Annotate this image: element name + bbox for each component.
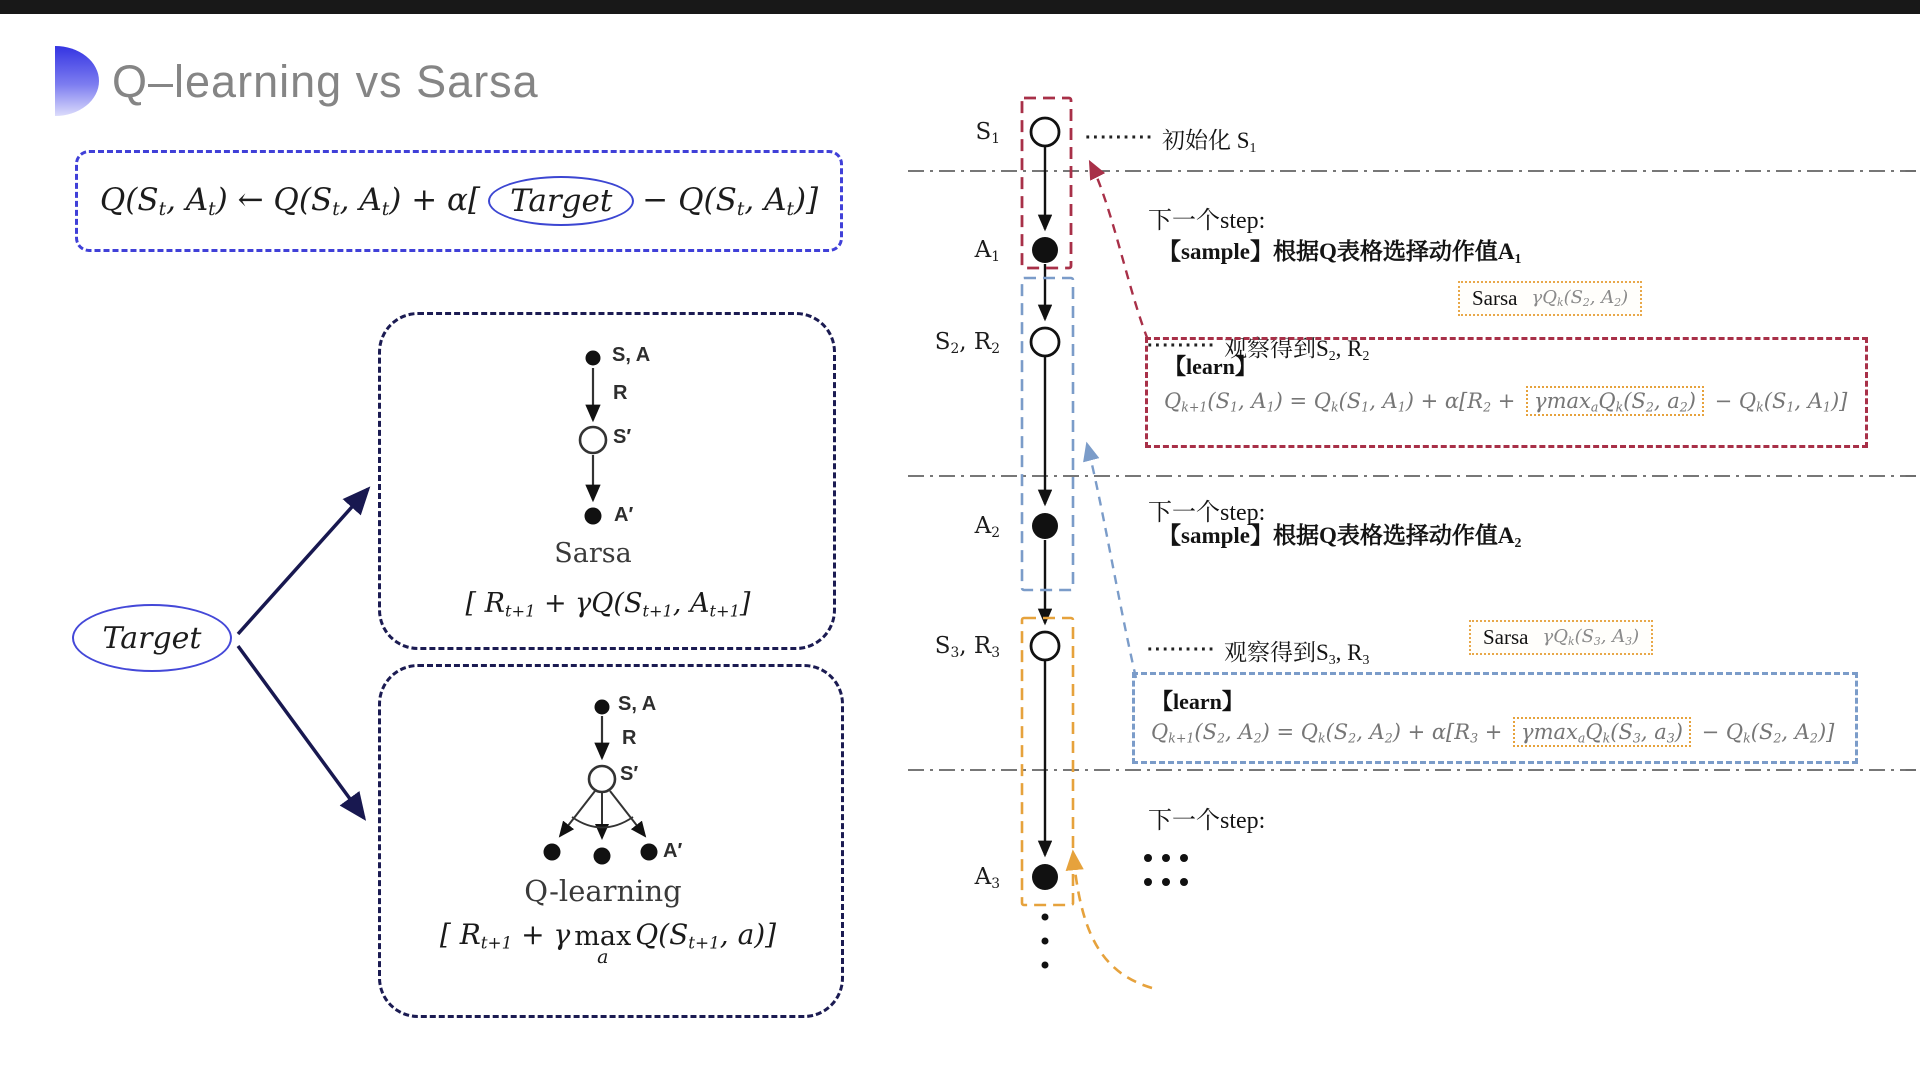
label-a1: $A_1$ [974, 237, 1000, 265]
label-a3: $A_3$ [974, 864, 1000, 892]
sarsa-alternative-badge-1: Sarsa $\gamma Q_k(S_2$, $A_2$) [1458, 281, 1642, 316]
update-rule-formula-box [75, 150, 843, 252]
observe2-annotation: ········· 观察得到$S_2$, $R_2$ [1147, 335, 1370, 363]
learn2-qlearning-target-highlight: $\gamma\max_aQ_k(S_3$, $a_3$) [1513, 717, 1691, 747]
action-node-a2 [1032, 513, 1058, 539]
sarsa-aprime-label: A′ [614, 504, 634, 526]
sarsa-alternative-badge-2: Sarsa $\gamma Q_k(S_3$, $A_3$) [1469, 620, 1653, 655]
learn1-formula: $Q_{k+1}(S_1$, $A_1) = Q_k(S_1$, $A_1) + \alpha[R_2 + \gamma\max_aQ_k(S_2$, $a_2) - Q_k(S_1$, $A_1$)] [1164, 389, 1849, 415]
qlearning-target-formula: [ $R_{t+1} + \gamma$ max a $Q(S_{t+1}$, a)] [439, 918, 777, 968]
action-node-a1 [1032, 237, 1058, 263]
learn2-connector-arrow [1087, 444, 1136, 678]
step3-title: 下一个step: [1148, 808, 1266, 834]
sarsa-target-formula: [ $R_{t+1} + \gamma Q(S_{t+1}$, $A_{t+1}$] [465, 588, 751, 621]
update-rule-right: − $Q(S_t$, $A_t$)] [642, 181, 819, 221]
step2-sample: 【sample】根据Q表格选择动作值$A_2$ [1158, 523, 1522, 550]
learn2-formula: $Q_{k+1}(S_2$, $A_2) = Q_k(S_2$, $A_2) + \alpha[R_3 + \gamma\max_aQ_k(S_3$, $a_3) - Q_k(S_2$, $A_2$)] [1151, 720, 1839, 746]
target-node: Target [72, 604, 232, 672]
state-node-s2 [1031, 328, 1059, 356]
state-node-s1 [1031, 118, 1059, 146]
step1-sample: 【sample】根据Q表格选择动作值$A_1$ [1158, 239, 1522, 266]
update-rule-left: $Q(S_t$, $A_t$) ← $Q(S_t$, $A_t) + \alpha$[ [99, 181, 481, 221]
ellipsis-grid [1144, 854, 1188, 886]
learn1-box [1145, 337, 1868, 448]
page-title: Q–learning vs Sarsa [112, 56, 539, 107]
qlearning-r-label: R [622, 727, 637, 749]
label-a2: $A_2$ [974, 513, 1000, 541]
step2-blue-box [1022, 278, 1073, 590]
qlearning-sprime-label: S′ [620, 763, 639, 785]
learn2-title: 【learn】 [1151, 689, 1244, 714]
action-node-a3 [1032, 864, 1058, 890]
label-s2r2: $S_2$, $R_2$ [934, 329, 1000, 357]
target-circled-term: Target [488, 176, 634, 226]
sarsa-sprime-label: S′ [613, 426, 632, 448]
sarsa-sa-label: S, A [612, 344, 651, 366]
max-operator: max a [574, 921, 632, 968]
sarsa-caption: Sarsa [554, 538, 632, 569]
qlearning-caption: Q-learning [524, 874, 682, 908]
state-node-s3 [1031, 632, 1059, 660]
learn1-title: 【learn】 [1164, 354, 1257, 379]
next-step-connector-arrow [1073, 852, 1152, 988]
qlearning-sa-label: S, A [618, 693, 657, 715]
label-s3r3: $S_3$, $R_3$ [934, 633, 1000, 661]
step1-title: 下一个step: [1148, 208, 1266, 234]
trajectory-chain [1031, 118, 1059, 969]
init-annotation: ········· 初始化 $S_1$ [1085, 127, 1257, 155]
learn1-qlearning-target-highlight: $\gamma\max_aQ_k(S_2$, $a_2$) [1526, 386, 1704, 416]
target-branch-arrows [238, 489, 368, 818]
step2-title: 下一个step: [1148, 500, 1266, 526]
label-s1: $S_1$ [975, 119, 1000, 147]
sarsa-r-label: R [613, 382, 628, 404]
learn2-box [1132, 672, 1858, 764]
learn1-connector-arrow [1090, 162, 1148, 340]
observe3-annotation: ········· 观察得到$S_3$, $R_3$ [1147, 639, 1370, 667]
qlearning-aprime-label: A′ [663, 840, 683, 862]
